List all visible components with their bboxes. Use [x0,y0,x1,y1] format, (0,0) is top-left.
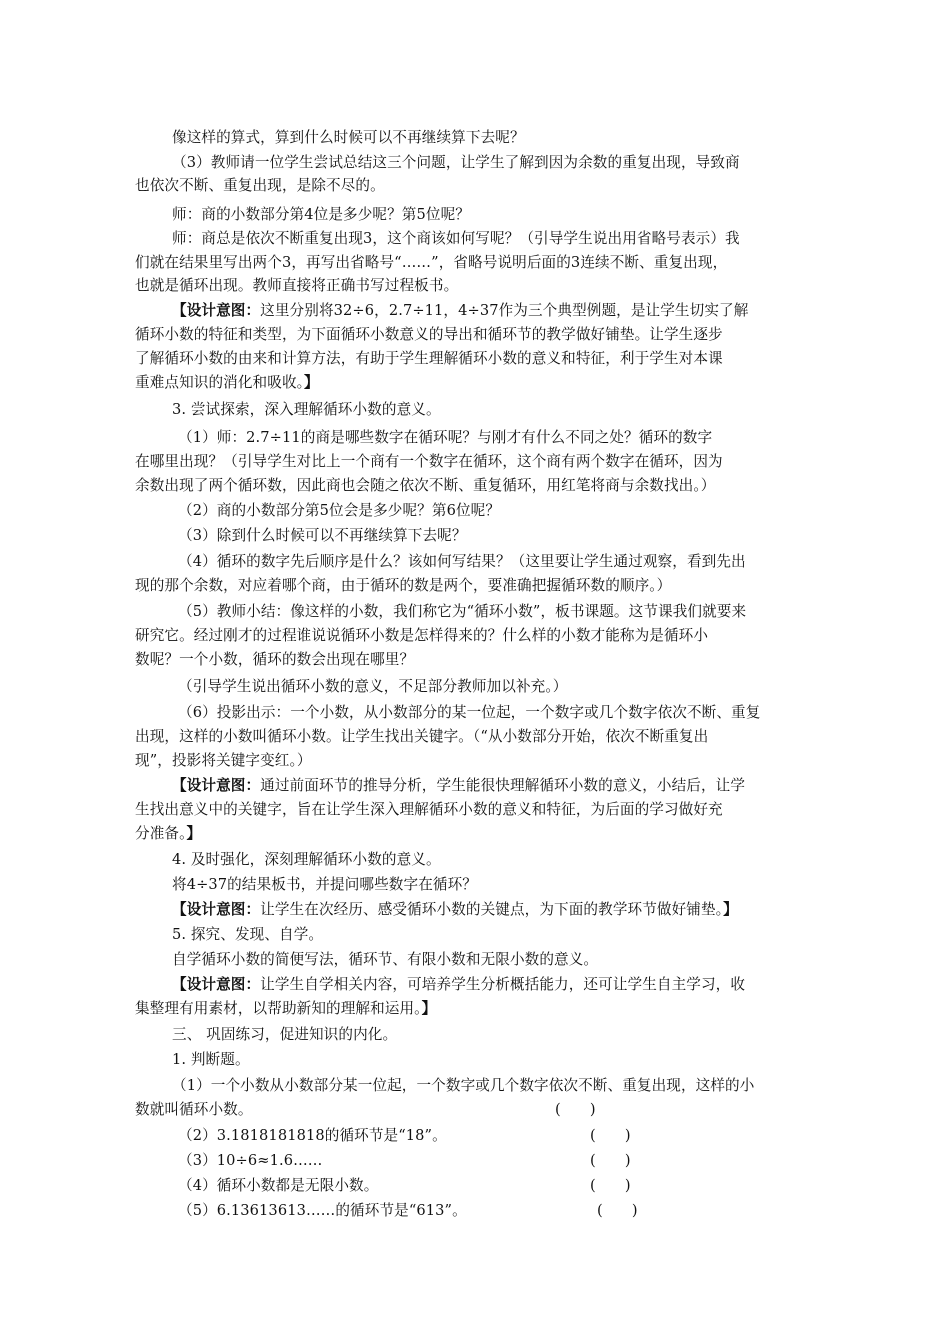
text-line: 出现，这样的小数叫循环小数。让学生找出关键字。（“从小数部分开始，依次不断重复出 [135,728,709,745]
text-line: 现的那个余数，对应着哪个商，由于循环的数是两个，要准确把握循环数的顺序。） [135,577,672,594]
section-heading: 1. 判断题。 [172,1051,250,1068]
text-line: 像这样的算式，算到什么时候可以不再继续算下去呢？ [172,129,525,146]
text-line: （2）商的小数部分第5位会是多少呢？第6位呢？ [178,502,501,519]
design-intent-text: 通过前面环节的推导分析，学生能很快理解循环小数的意义，小结后，让学 [260,777,746,794]
design-intent-line [172,302,815,320]
text-line: 也就是循环出现。教师直接将正确书写过程板书。 [135,277,459,294]
design-intent-text: 这里分别将32÷6，2.7÷11，4÷37作为三个典型例题，是让学生切实了解 [260,302,749,319]
text-line: 现”，投影将关键字变红。） [135,752,312,769]
design-intent-text: 让学生自学相关内容，可培养学生分析概括能力，还可让学生自主学习，收 [260,976,746,993]
design-intent-line [135,1000,815,1018]
design-intent-label: 【设计意图： [172,976,261,993]
question-line: （3）10÷6≈1.6…… [178,1152,323,1169]
text-line: （引导学生说出循环小数的意义，不足部分教师加以补充。） [178,678,568,695]
answer-parentheses: ( ) [590,1152,631,1169]
design-intent-line [172,976,815,994]
section-heading: 3. 尝试探索，深入理解循环小数的意义。 [172,401,441,418]
text-line: 数呢？一个小数，循环的数会出现在哪里？ [135,651,415,668]
text-line: （6）投影出示：一个小数，从小数部分的某一位起，一个数字或几个数字依次不断、重复 [178,704,761,721]
design-intent-text: 让学生在次经历、感受循环小数的关键点，为下面的教学环节做好铺垫。 [260,901,724,918]
design-intent-close: 】 [186,825,202,842]
text-line: 在哪里出现？（引导学生对比上一个商有一个数字在循环，这个商有两个数字在循环，因为 [135,453,723,470]
section-heading: 4. 及时强化，深刻理解循环小数的意义。 [172,851,441,868]
text-line: （3）除到什么时候可以不再继续算下去呢？ [178,527,467,544]
text-line: 生找出意义中的关键字，旨在让学生深入理解循环小数的意义和特征，为后面的学习做好充 [135,801,723,818]
text-line: （3）教师请一位学生尝试总结这三个问题，让学生了解到因为余数的重复出现，导致商 [172,154,740,171]
design-intent-label: 【设计意图： [172,302,261,319]
answer-parentheses: ( ) [597,1202,638,1219]
text-line: 将4÷37的结果板书，并提问哪些数字在循环？ [172,876,477,893]
section-heading: 5. 探究、发现、自学。 [172,926,324,943]
text-line: 自学循环小数的简便写法，循环节、有限小数和无限小数的意义。 [172,951,599,968]
question-line: （1）一个小数从小数部分某一位起，一个数字或几个数字依次不断、重复出现，这样的小 [172,1077,755,1094]
text-line: （1）师：2.7÷11的商是哪些数字在循环呢？与刚才有什么不同之处？循环的数字 [178,429,713,446]
text-line: 师：商总是依次不断重复出现3，这个商该如何写呢？（引导学生说出用省略号表示）我 [172,230,740,247]
design-intent-line [135,825,815,843]
design-intent-label: 【设计意图： [172,901,261,918]
design-intent-text: 集整理有用素材，以帮助新知的理解和运用。 [135,1000,422,1017]
text-line: 研究它。经过刚才的过程谁说说循环小数是怎样得来的？什么样的小数才能称为是循环小 [135,627,709,644]
answer-parentheses: ( ) [590,1177,631,1194]
design-intent-close: 】 [723,901,738,918]
answer-parentheses: ( ) [555,1101,596,1118]
section-heading: 三、 巩固练习，促进知识的内化。 [172,1026,398,1043]
text-line: 余数出现了两个循环数，因此商也会随之依次不断、重复循环，用红笔将商与余数找出。） [135,477,716,494]
answer-parentheses: ( ) [590,1127,631,1144]
text-line: 也依次不断、重复出现，是除不尽的。 [135,177,385,194]
question-line: 数就叫循环小数。 [135,1101,253,1118]
design-intent-label: 【设计意图： [172,777,261,794]
design-intent-close: 】 [304,374,319,391]
text-line: （4）循环的数字先后顺序是什么？该如何写结果？（这里要让学生通过观察，看到先出 [178,553,746,570]
question-line: （4）循环小数都是无限小数。 [178,1177,379,1194]
text-line: 们就在结果里写出两个3，再写出省略号“……”，省略号说明后面的3连续不断、重复出现， [135,254,728,271]
text-line: （5）教师小结：像这样的小数，我们称它为“循环小数”，板书课题。这节课我们就要来 [178,603,747,620]
question-line: （2）3.1818181818的循环节是“18”。 [178,1127,447,1144]
text-line: 循环小数的特征和类型，为下面循环小数意义的导出和循环节的教学做好铺垫。让学生逐步 [135,326,723,343]
design-intent-line [135,374,815,392]
design-intent-line [172,901,815,919]
text-line: 了解循环小数的由来和计算方法，有助于学生理解循环小数的意义和特征，利于学生对本课 [135,350,723,367]
text-line: 师：商的小数部分第4位是多少呢？第5位呢？ [172,206,470,223]
design-intent-close: 】 [421,1000,437,1017]
design-intent-line [172,777,815,795]
design-intent-text: 重难点知识的消化和吸收。 [135,374,305,391]
design-intent-text: 分准备。 [135,825,187,842]
question-line: （5）6.13613613……的循环节是“613”。 [178,1202,467,1219]
